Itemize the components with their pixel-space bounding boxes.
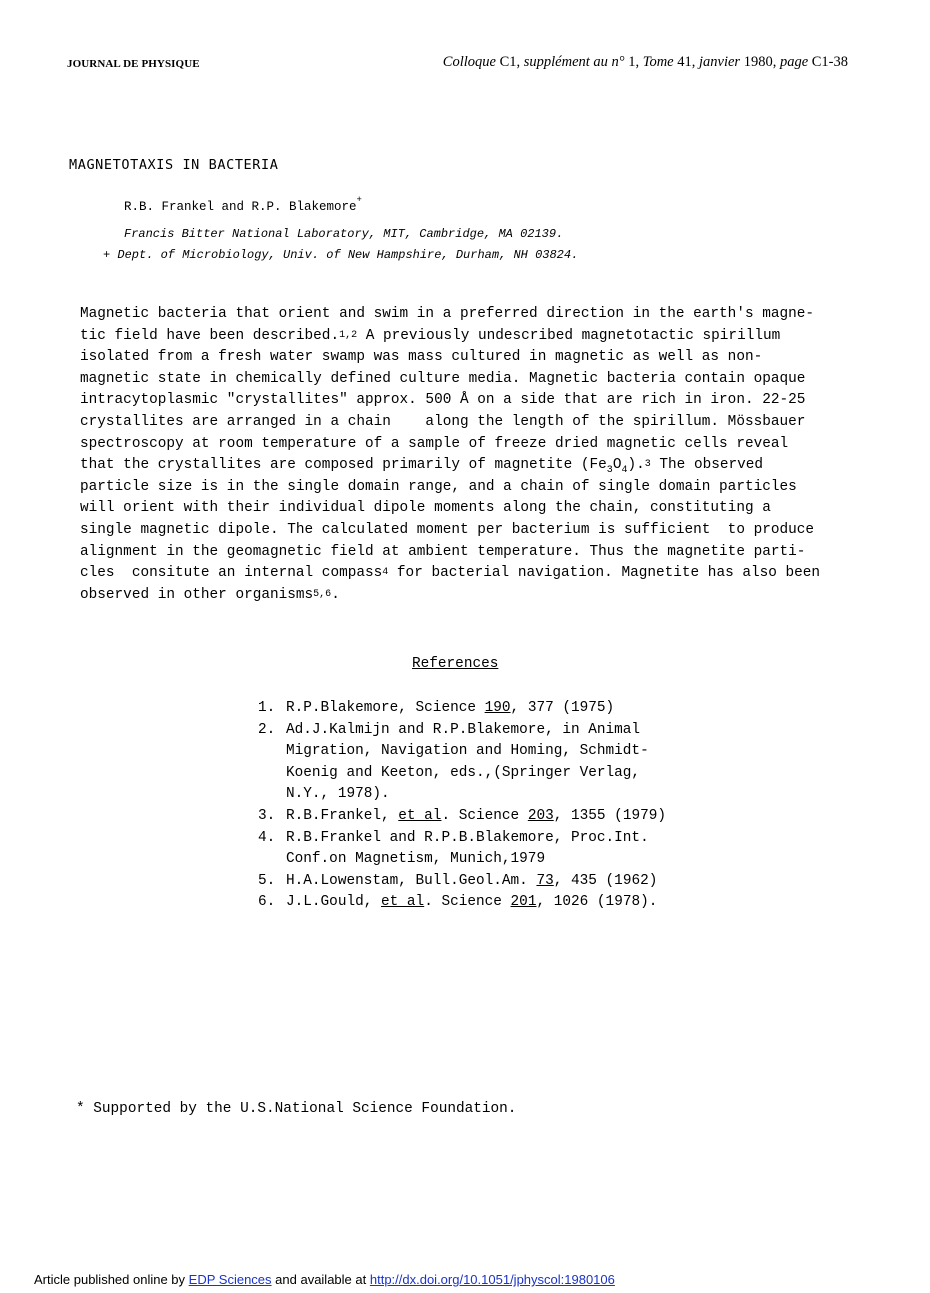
- reference-item: 6. J.L.Gould, et al. Science 201, 1026 (1978).: [258, 894, 658, 911]
- abstract-line: crystallites are arranged in a chain along the length of the spirillum. Mössbauer: [80, 413, 806, 430]
- author-mark: +: [356, 195, 362, 205]
- citation-sup: 3: [644, 459, 651, 471]
- issue-number: 1,: [628, 54, 640, 70]
- abstract-line: isolated from a fresh water swamp was mass cultured in magnetic as well as non-: [80, 349, 763, 366]
- citation-sup: 4: [382, 567, 389, 579]
- abstract: [80, 304, 880, 606]
- tome-label: Tome: [642, 54, 674, 70]
- publisher-link[interactable]: EDP Sciences: [188, 1272, 272, 1287]
- doi-link[interactable]: http://dx.doi.org/10.1051/jphyscol:1980106: [369, 1272, 615, 1287]
- formula-sub: 3: [606, 465, 613, 477]
- author-list: [124, 195, 362, 215]
- journal-name: JOURNAL DE PHYSIQUE: [67, 58, 200, 70]
- footer-prefix: Article published online by: [34, 1272, 186, 1287]
- publication-footer: [34, 1272, 615, 1287]
- colloque-ref: C1,: [499, 54, 521, 70]
- abstract-line: alignment in the geomagnetic field at ambient temperature. Thus the magnetite parti-: [80, 543, 806, 560]
- abstract-line: observed in other organisms$^{5,6}$.: [80, 586, 340, 603]
- page-number: C1-38: [811, 54, 848, 70]
- formula-sub: 4: [621, 465, 628, 477]
- article-title: MAGNETOTAXIS IN BACTERIA: [69, 157, 279, 173]
- year: 1980,: [743, 54, 777, 70]
- reference-item: 1. R.P.Blakemore, Science 190, 377 (1975): [258, 700, 615, 716]
- supplement-label: supplément au n°: [523, 54, 625, 70]
- abstract-line: intracytoplasmic "crystallites" approx. 500 Å on a side that are rich in iron. 22-25: [80, 392, 806, 409]
- affiliation-2: + Dept. of Microbiology, Univ. of New Hampshire, Durham, NH 03824.: [103, 248, 579, 262]
- reference-item: 2. Ad.J.Kalmijn and R.P.Blakemore, in Animal Migration, Navigation and Homing, Schmidt- Koenig and Keeton, eds.,(Springer Verlag, N.Y., 1978).: [258, 721, 649, 803]
- references-heading: References: [412, 656, 499, 672]
- abstract-line: Magnetic bacteria that orient and swim in a preferred direction in the earth's magne-: [80, 306, 815, 322]
- abstract-line: will orient with their individual dipole moments along the chain, constituting a: [80, 500, 771, 517]
- reference-item: 3. R.B.Frankel, et al. Science 203, 1355 (1979): [258, 807, 666, 824]
- abstract-line: tic field have been described.$^{1,2}$ A previously undescribed magnetotactic spirillum: [80, 327, 781, 344]
- abstract-line: particle size is in the single domain range, and a chain of single domain particles: [80, 478, 797, 495]
- reference-item: 5. H.A.Lowenstam, Bull.Geol.Am. 73, 435 (1962): [258, 872, 658, 889]
- affiliation-1: Francis Bitter National Laboratory, MIT, Cambridge, MA 02139.: [124, 227, 564, 241]
- funding-footnote: * Supported by the U.S.National Science Foundation.: [76, 1101, 517, 1117]
- colloque-label: Colloque: [442, 54, 496, 70]
- tome-number: 41,: [677, 54, 696, 70]
- date-label: janvier: [698, 54, 741, 70]
- issue-citation: [443, 54, 848, 71]
- abstract-line: single magnetic dipole. The calculated moment per bacterium is sufficient to produce: [80, 521, 815, 538]
- reference-list: [258, 698, 718, 914]
- abstract-line: spectroscopy at room temperature of a sample of freeze dried magnetic cells reveal: [80, 435, 789, 452]
- abstract-line: that the crystallites are composed primarily of magnetite $(Fe_3O_4).^3$ The observed: [80, 457, 764, 477]
- abstract-line: cles consitute an internal compass$^4$ for bacterial navigation. Magnetite has also been: [80, 565, 821, 582]
- abstract-line: magnetic state in chemically defined culture media. Magnetic bacteria contain opaque: [80, 370, 806, 387]
- authors-text: R.B. Frankel and R.P. Blakemore: [124, 200, 357, 215]
- footer-middle: and available at: [275, 1272, 367, 1287]
- citation-sup: 1,2: [339, 329, 358, 341]
- citation-sup: 5,6: [313, 588, 332, 600]
- reference-item: 4. R.B.Frankel and R.P.B.Blakemore, Proc.Int. Conf.on Magnetism, Munich,1979: [258, 829, 649, 868]
- page-label: page: [779, 54, 809, 70]
